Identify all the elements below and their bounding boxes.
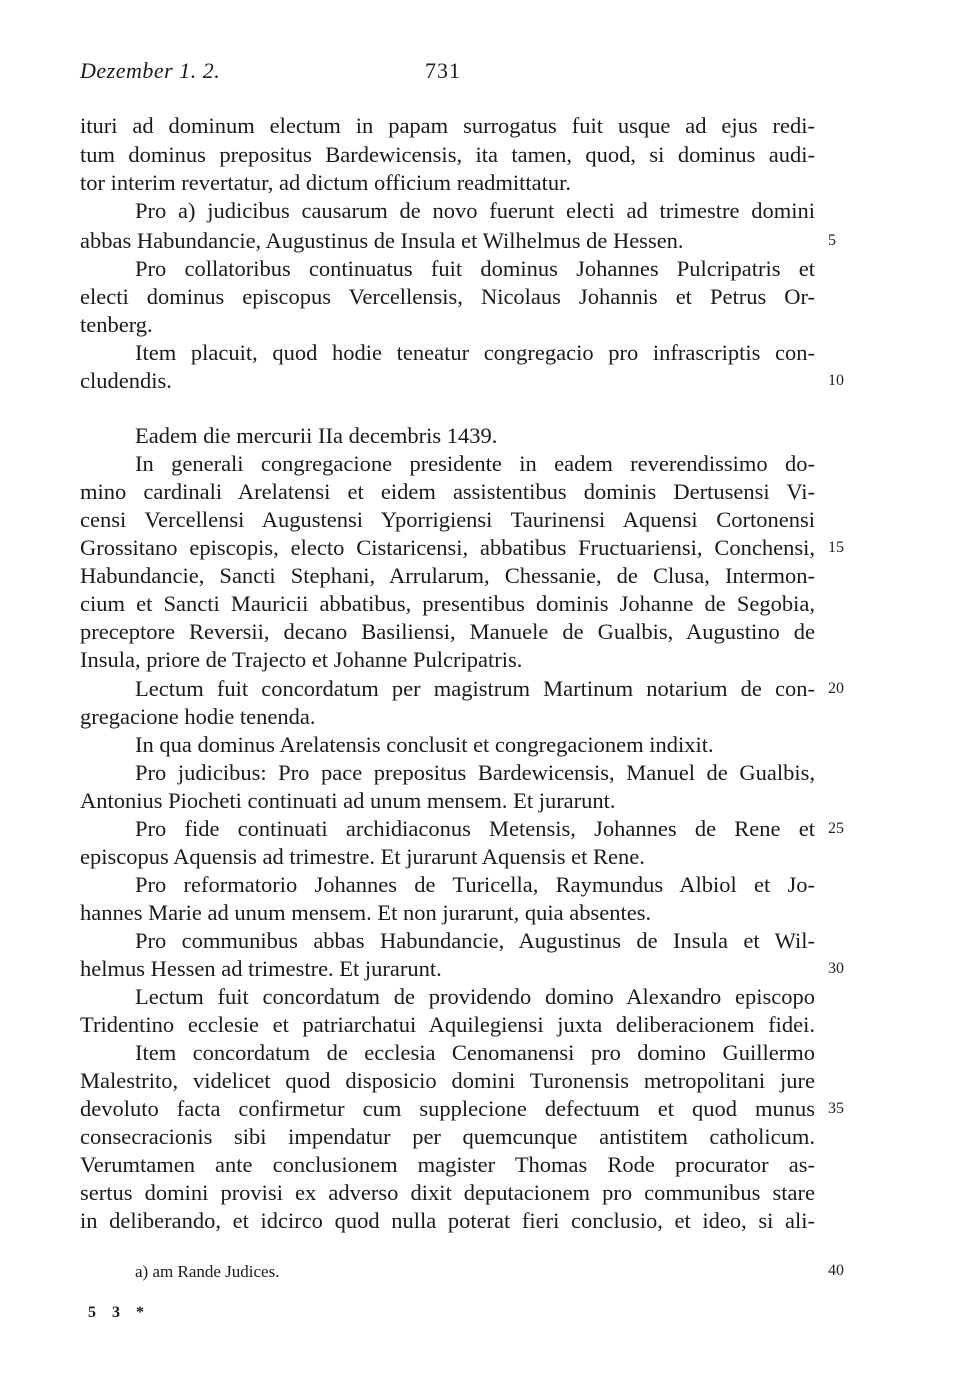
line-number: 30: [828, 960, 844, 977]
text-line: tenberg.: [80, 312, 153, 337]
text-line: episcopus Aquensis ad trimestre. Et jurarunt Aquensis et Rene.: [80, 844, 645, 869]
text-line: helmus Hessen ad trimestre. Et jurarunt.: [80, 956, 442, 981]
text-line: Grossitano episcopis, electo Cistaricensi, abbatibus Fructuariensi, Conchensi,: [80, 535, 815, 560]
text-line: censi Vercellensi Augustensi Yporrigiensi Taurinensi Aquensi Cortonensi: [80, 507, 815, 532]
text-line: Lectum fuit concordatum per magistrum Martinum notarium de con-: [135, 676, 815, 701]
text-line: hannes Marie ad unum mensem. Et non jurarunt, quia absentes.: [80, 900, 652, 925]
text-line: Pro a) judicibus causarum de novo fuerunt electi ad trimestre domini: [135, 198, 815, 223]
text-line: Lectum fuit concordatum de providendo domino Alexandro episcopo: [135, 984, 815, 1009]
text-line: gregacione hodie tenenda.: [80, 704, 316, 729]
text-line: Tridentino ecclesie et patriarchatui Aquilegiensi juxta deliberacionem fidei.: [80, 1012, 815, 1037]
line-number: 35: [828, 1100, 844, 1117]
text-line: mino cardinali Arelatensi et eidem assistentibus dominis Dertusensi Vi-: [80, 479, 815, 504]
running-head: Dezember 1. 2.: [80, 58, 221, 83]
footnote: a) am Rande Judices.: [135, 1262, 280, 1281]
text-line: Verumtamen ante conclusionem magister Thomas Rode procurator as-: [80, 1152, 815, 1177]
printer-signature: 5 3 *: [88, 1304, 150, 1321]
text-line: sertus domini provisi ex adverso dixit deputacionem pro communibus stare: [80, 1180, 815, 1205]
text-line: Malestrito, videlicet quod disposicio domini Turonensis metropolitani jure: [80, 1068, 815, 1093]
line-number: 5: [828, 232, 836, 249]
text-line: preceptore Reversii, decano Basiliensi, Manuele de Gualbis, Augustino de: [80, 619, 815, 644]
line-number: 15: [828, 539, 844, 556]
text-line: Habundancie, Sancti Stephani, Arrularum, Chessanie, de Clusa, Intermon-: [80, 563, 815, 588]
text-line: Pro judicibus: Pro pace prepositus Bardewicensis, Manuel de Gualbis,: [135, 760, 815, 785]
line-number: 25: [828, 820, 844, 837]
line-number: 20: [828, 680, 844, 697]
text-line: devoluto facta confirmetur cum supplecione defectuum et quod munus: [80, 1096, 815, 1121]
text-line: Antonius Piocheti continuati ad unum mensem. Et jurarunt.: [80, 788, 616, 813]
text-line: Eadem die mercurii IIa decembris 1439.: [135, 423, 498, 448]
text-line: Pro reformatorio Johannes de Turicella, Raymundus Albiol et Jo-: [135, 872, 815, 897]
text-line: ituri ad dominum electum in papam surrogatus fuit usque ad ejus redi-: [80, 113, 815, 138]
text-line: Item concordatum de ecclesia Cenomanensi pro domino Guillermo: [135, 1040, 815, 1065]
page-header: [80, 58, 820, 92]
text-line: consecracionis sibi impendatur per quemcunque antistitem catholicum.: [80, 1124, 815, 1149]
text-line: electi dominus episcopus Vercellensis, Nicolaus Johannis et Petrus Or-: [80, 284, 815, 309]
text-line: Insula, priore de Trajecto et Johanne Pulcripatris.: [80, 647, 523, 672]
line-number: 10: [828, 372, 844, 389]
text-line: Pro collatoribus continuatus fuit dominus Johannes Pulcripatris et: [135, 256, 815, 281]
page-number: 731: [425, 58, 461, 83]
text-line: Pro fide continuati archidiaconus Metensis, Johannes de Rene et: [135, 816, 815, 841]
text-line: In qua dominus Arelatensis conclusit et congregacionem indixit.: [135, 732, 714, 757]
text-line: Item placuit, quod hodie teneatur congregacio pro infrascriptis con-: [135, 340, 815, 365]
text-line: tum dominus prepositus Bardewicensis, ita tamen, quod, si dominus audi-: [80, 142, 815, 167]
text-line: Pro communibus abbas Habundancie, Augustinus de Insula et Wil-: [135, 928, 815, 953]
text-line: cludendis.: [80, 368, 172, 393]
text-line: In generali congregacione presidente in eadem reverendissimo do-: [135, 451, 815, 476]
text-line: cium et Sancti Mauricii abbatibus, presentibus dominis Johanne de Segobia,: [80, 591, 815, 616]
line-number: 40: [828, 1262, 844, 1279]
text-line: tor interim revertatur, ad dictum officium readmittatur.: [80, 170, 572, 195]
text-line: abbas Habundancie, Augustinus de Insula et Wilhelmus de Hessen.: [80, 228, 684, 253]
text-line: in deliberando, et idcirco quod nulla poterat fieri conclusio, et ideo, si ali-: [80, 1208, 815, 1233]
